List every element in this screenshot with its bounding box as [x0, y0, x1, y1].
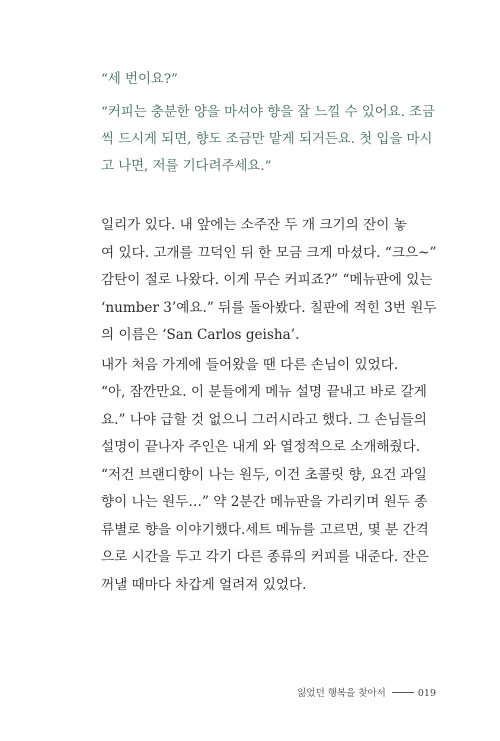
page-footer [297, 685, 436, 699]
text-line: 설명이 끝나자 주인은 내게 와 열정적으로 소개해줬다. [101, 439, 421, 455]
text-line: 요.” 나야 급할 것 없으니 그러시라고 했다. 그 손님들의 [101, 411, 427, 428]
paragraph-2 [101, 352, 431, 600]
text-line: 감탄이 절로 나왔다. 이게 무슨 커피죠?” “메뉴판에 있는 [101, 272, 433, 288]
running-title: 잃었던 행복을 찾아서 [297, 688, 386, 699]
text-line: ‘number 3’예요.” 뒤를 돌아봤다. 칠판에 적힌 3번 원두 [101, 299, 437, 316]
quote-line: 고 나면, 저를 기다려주세요.” [101, 159, 272, 174]
text-line: 꺼낼 때마다 차갑게 얼려져 있었다. [101, 576, 307, 593]
footer-rule [392, 692, 414, 693]
text-line: 일리가 있다. 내 앞에는 소주잔 두 개 크기의 잔이 놓 [101, 217, 407, 233]
text-line: 내가 처음 가게에 들어왔을 땐 다른 손님이 있었다. [101, 356, 399, 373]
body-text [101, 212, 437, 599]
quote-line: 씩 드시게 되면, 향도 조금만 맡게 되거든요. 첫 입을 마시 [101, 132, 433, 147]
paragraph-1 [101, 212, 437, 350]
quote-line: “세 번이요?” [101, 72, 178, 87]
quote-line: “커피는 충분한 양을 마셔야 향을 잘 느낄 수 있어요. 조금 [101, 105, 435, 120]
text-line: 의 이름은 ‘San Carlos geisha’. [101, 327, 300, 343]
text-line: “저건 브랜디향이 나는 원두, 이건 초콜릿 향, 요건 과일 [101, 466, 427, 483]
text-line: 향이 나는 원두…” 약 2분간 메뉴판을 가리키며 원두 종 [101, 494, 428, 510]
text-line: 으로 시간을 두고 각기 다른 종류의 커피를 내준다. 잔은 [101, 549, 429, 565]
page-number: 019 [417, 688, 436, 699]
text-line: “아, 잠깐만요. 이 분들에게 메뉴 설명 끝내고 바로 갈게 [101, 384, 427, 400]
dialogue-quote-block [101, 66, 441, 180]
text-line: 여 있다. 고개를 끄덕인 뒤 한 모금 크게 마셨다. “크으~” [101, 244, 437, 261]
text-line: 류별로 향을 이야기했다.세트 메뉴를 고르면, 몇 분 간격 [101, 521, 429, 538]
